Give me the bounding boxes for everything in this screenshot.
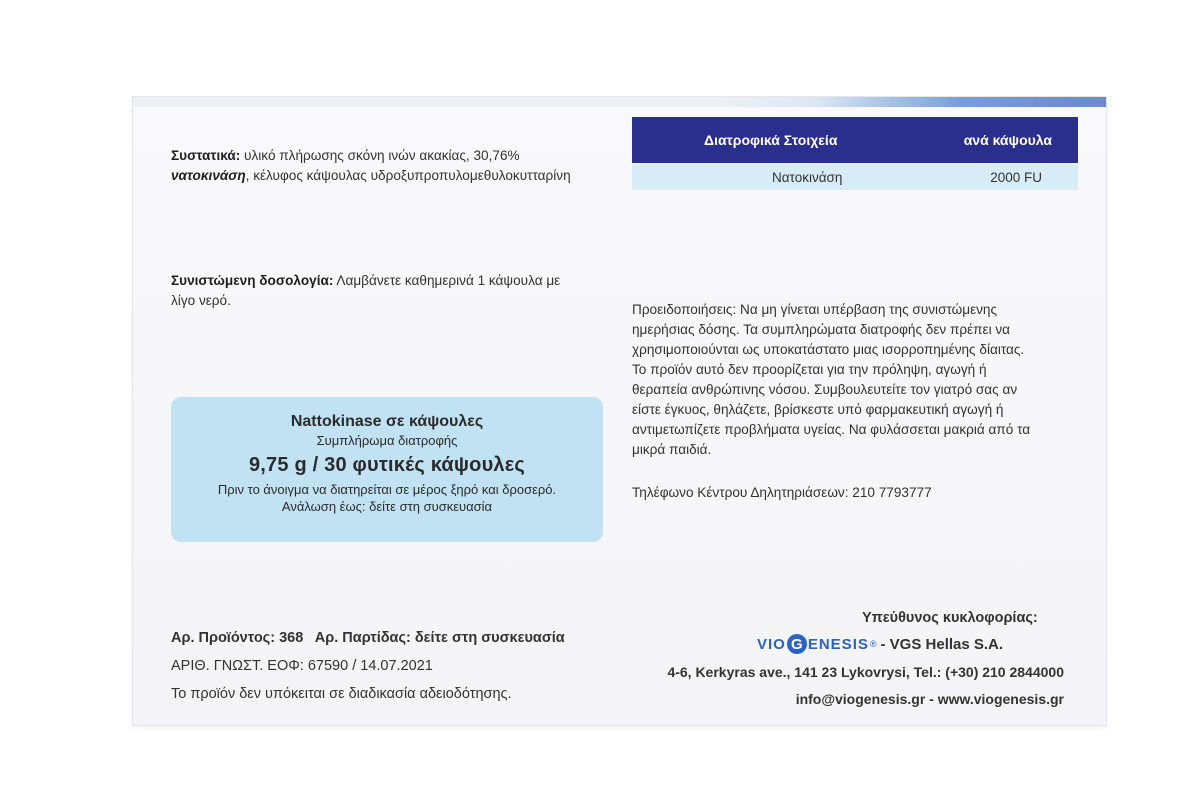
top-flap-band — [133, 97, 1106, 107]
nutrition-table-header: Διατροφικά Στοιχεία ανά κάψουλα — [632, 117, 1078, 163]
product-number-line: Αρ. Προϊόντος: 368 Αρ. Παρτίδας: δείτε στη συσκευασία — [171, 630, 565, 646]
panel-quantity: 9,75 g / 30 φυτικές κάψουλες — [248, 454, 526, 476]
licensing-line: Το προϊόν δεν υπόκειται σε διαδικασία αδειοδότησης. — [171, 686, 512, 702]
panel-expiry: Ανάλωση έως: δείτε στη συσκευασία — [281, 499, 493, 514]
nutrition-table — [632, 117, 1078, 190]
warnings-text: Προειδοποιήσεις: Να μη γίνεται υπέρβαση της συνιστώμενης ημερήσιας δόσης. Τα συμπληρώματα διατροφής δεν πρέπει να χρησιμοποιούνται ως υποκατάστατο μιας ισορροπημένης δίαιτας. Το προϊόν αυτό δεν προορίζεται για την πρόληψη, αγωγή ή θεραπεία ανθρώπινης νόσου. Συμβουλευτείτε τον γιατρό σας αν είστε έγκυος, θηλάζετε, βρίσκεστε υπό φαρμακευτική αγωγή ή αντιμετωπίζετε προβλήματα υγείας. Να φυλάσσεται μακριά από τα μικρά παιδιά. — [632, 302, 1031, 457]
panel-subtitle: Συμπλήρωμα διατροφής — [316, 433, 458, 448]
nutrition-table-row: Νατοκινάση 2000 FU — [632, 163, 1078, 190]
distributor-contact: info@viogenesis.gr - www.viogenesis.gr — [795, 691, 1064, 707]
poison-center-phone: Τηλέφωνο Κέντρου Δηλητηριάσεων: 210 7793777 — [632, 485, 932, 500]
ingredients-highlight: νατοκινάση — [171, 168, 246, 183]
dosage-label: Συνιστώμενη δοσολογία: — [171, 273, 334, 288]
viogenesis-logo: VIO G ENESIS ® - VGS Hellas S.A. — [757, 635, 1004, 653]
eof-number-line: ΑΡΙΘ. ΓΝΩΣΤ. ΕΟΦ: 67590 / 14.07.2021 — [171, 658, 433, 674]
ingredients-label: Συστατικά: — [171, 148, 241, 163]
panel-title: Nattokinase σε κάψουλες — [290, 413, 484, 430]
panel-storage: Πριν το άνοιγμα να διατηρείται σε μέρος ξηρό και δροσερό. — [217, 482, 557, 497]
distributor-label: Υπεύθυνος κυκλοφορίας: — [862, 610, 1038, 626]
company-name: - VGS Hellas S.A. — [880, 635, 1004, 653]
distributor-address: 4-6, Kerkyras ave., 141 23 Lykovrysi, Tel.: (+30) 210 2844000 — [667, 664, 1064, 680]
dosage-text: Συνιστώμενη δοσολογία: Λαμβάνετε καθημερινά 1 κάψουλα με λίγο νερό. — [171, 273, 561, 308]
product-info-panel — [171, 397, 603, 542]
ingredients-text: Συστατικά: υλικό πλήρωσης σκόνη ινών ακακίας, 30,76% νατοκινάση, κέλυφος κάψουλας υδροξυπροπυλομεθυλοκυτταρίνη — [171, 148, 571, 183]
logo-g-icon: G — [787, 634, 807, 654]
